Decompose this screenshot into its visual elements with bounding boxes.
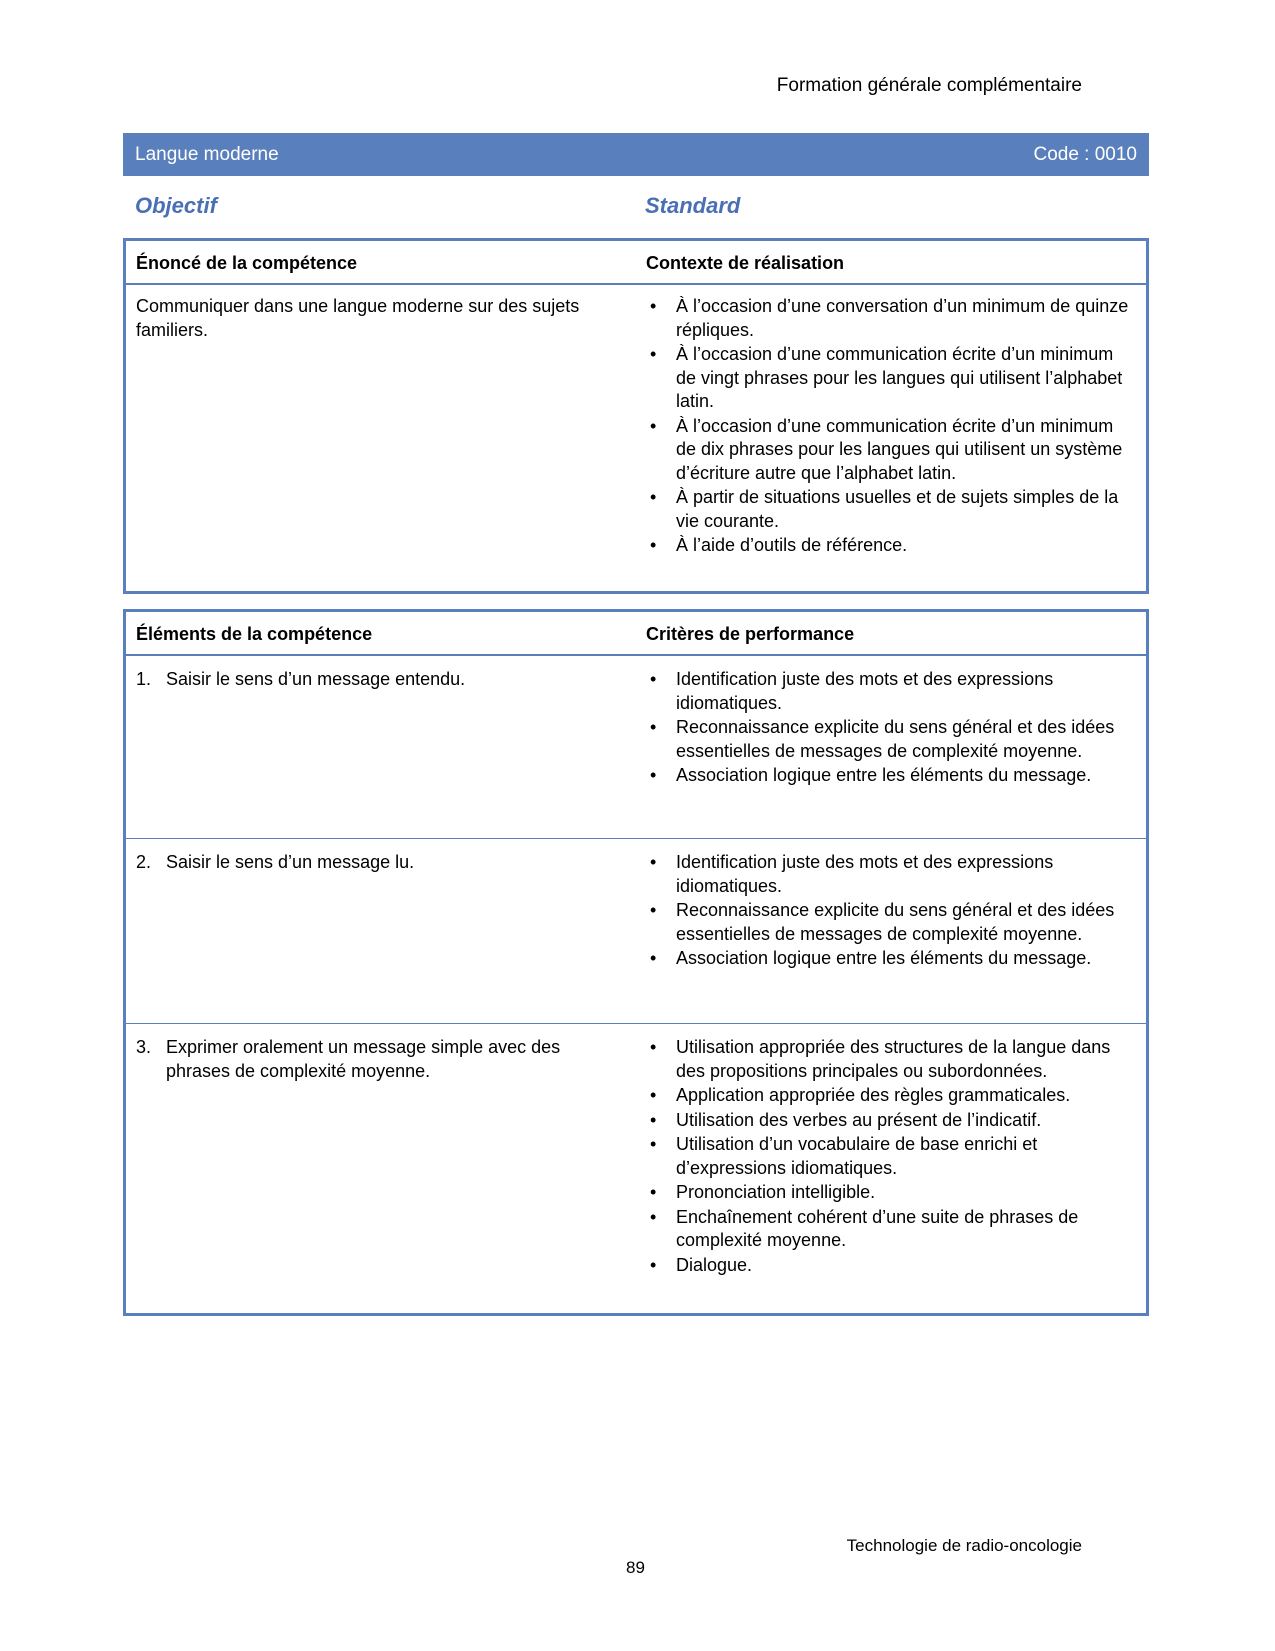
objectif-heading: Objectif — [135, 193, 217, 218]
elements-table — [123, 609, 1149, 1316]
contexte-item: • À l’occasion d’une communication écrite d’un minimum de vingt phrases pour les langues qui utilisent l’alphabet latin. — [646, 343, 1136, 414]
contexte-item: • À l’occasion d’une conversation d’un minimum de quinze répliques. — [646, 295, 1136, 342]
criterion-item: • Enchaînement cohérent d’une suite de phrases de complexité moyenne. — [646, 1206, 1136, 1253]
elements-table-header — [126, 612, 1146, 656]
element-text — [136, 1036, 606, 1083]
criterion-item: • Prononciation intelligible. — [646, 1181, 1136, 1205]
criterion-item: • Utilisation d’un vocabulaire de base enrichi et d’expressions idiomatiques. — [646, 1133, 1136, 1180]
criterion-item: • Association logique entre les éléments du message. — [646, 947, 1136, 971]
element-label: Exprimer oralement un message simple avec des phrases de complexité moyenne. — [166, 1037, 561, 1081]
criterion-item: • Reconnaissance explicite du sens général et des idées essentielles de messages de complexité moyenne. — [646, 716, 1136, 763]
criterion-item: • Utilisation appropriée des structures de la langue dans des propositions principales ou subordonnées. — [646, 1036, 1136, 1083]
criterion-item: • Application appropriée des règles grammaticales. — [646, 1084, 1136, 1108]
standard-heading: Standard — [645, 193, 741, 218]
page-number: 89 — [626, 1558, 645, 1577]
criterion-item: • Identification juste des mots et des expressions idiomatiques. — [646, 851, 1136, 898]
table-row — [126, 656, 1146, 839]
table-row — [126, 1024, 1146, 1314]
competence-table-header — [126, 241, 1146, 285]
criteres-header: Critères de performance — [646, 624, 855, 644]
contexte-item: • À partir de situations usuelles et de sujets simples de la vie courante. — [646, 486, 1136, 533]
program-footer: Technologie de radio-oncologie — [846, 1536, 1082, 1555]
element-text — [136, 851, 606, 875]
criterion-item: • Dialogue. — [646, 1254, 1136, 1278]
criteria-list — [646, 851, 1136, 972]
running-header: Formation générale complémentaire — [776, 75, 1082, 96]
criterion-item: • Association logique entre les éléments du message. — [646, 764, 1136, 788]
criteria-list — [646, 1036, 1136, 1278]
element-text — [136, 668, 606, 692]
element-label: Saisir le sens d’un message entendu. — [166, 669, 466, 689]
criterion-item: • Identification juste des mots et des expressions idiomatiques. — [646, 668, 1136, 715]
contexte-item: • À l’occasion d’une communication écrite d’un minimum de dix phrases pour les langues qui utilisent un système d’écriture autre que l’alphabet latin. — [646, 415, 1136, 486]
element-number: 3. — [136, 1037, 152, 1057]
table-row — [126, 839, 1146, 1024]
elements-header: Éléments de la compétence — [136, 624, 373, 644]
contexte-list — [646, 295, 1136, 559]
enonce-header: Énoncé de la compétence — [136, 253, 358, 273]
course-title-bar — [123, 133, 1149, 176]
course-code: Code : 0010 — [1033, 144, 1137, 165]
criterion-item: • Utilisation des verbes au présent de l’indicatif. — [646, 1109, 1136, 1133]
element-number: 1. — [136, 669, 152, 689]
contexte-header: Contexte de réalisation — [646, 253, 845, 273]
element-label: Saisir le sens d’un message lu. — [166, 852, 415, 872]
enonce-text: Communiquer dans une langue moderne sur des sujets familiers. — [136, 296, 580, 340]
criteria-list — [646, 668, 1136, 789]
competence-table — [123, 238, 1149, 594]
contexte-item: • À l’aide d’outils de référence. — [646, 534, 1136, 558]
element-number: 2. — [136, 852, 152, 872]
course-title: Langue moderne — [135, 144, 279, 165]
criterion-item: • Reconnaissance explicite du sens général et des idées essentielles de messages de complexité moyenne. — [646, 899, 1136, 946]
